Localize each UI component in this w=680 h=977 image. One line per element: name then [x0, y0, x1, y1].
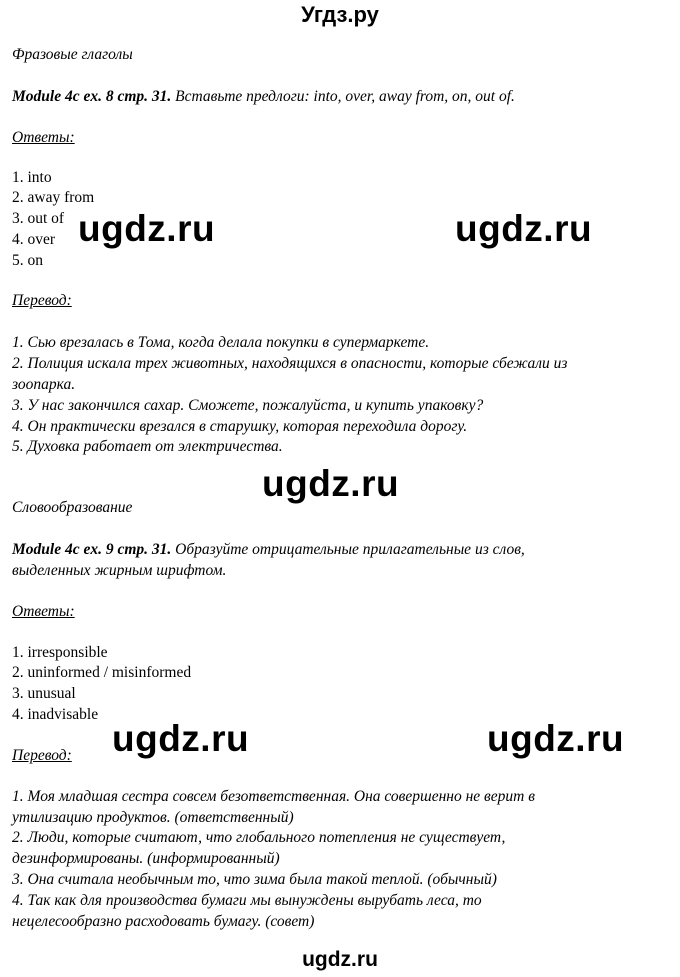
task-8-line: [12, 86, 515, 107]
translation-label-2: Перевод:: [12, 747, 72, 764]
translation-line: 4. Так как для производства бумаги мы вынуждены вырубать леса, то: [12, 892, 482, 909]
task-8-ref: Module 4c ex. 8 стр. 31.: [12, 88, 172, 105]
translation-line: 2. Полиция искала трех животных, находящихся в опасности, которые сбежали из: [12, 355, 568, 372]
translation-line: 4. Он практически врезался в старушку, которая переходила дорогу.: [12, 418, 468, 435]
translation-line: дезинформированы. (информированный): [12, 850, 280, 867]
watermark: ugdz.ru: [262, 463, 400, 504]
answers-label-2: Ответы:: [12, 603, 75, 620]
answer-item: 1. into: [12, 169, 52, 186]
translation-line: зоопарка.: [12, 376, 76, 393]
answer-item: 5. on: [12, 252, 43, 269]
answer-item: 1. irresponsible: [12, 644, 108, 661]
translation-line: 3. Она считала необычным то, что зима была такой теплой. (обычный): [12, 871, 497, 888]
watermark: ugdz.ru: [487, 718, 625, 759]
translation-line: 1. Моя младшая сестра совсем безответственная. Она совершенно не верит в: [12, 788, 535, 805]
watermark: ugdz.ru: [455, 208, 593, 249]
translation-line: 3. У нас закончился сахар. Сможете, пожалуйста, и купить упаковку?: [12, 397, 484, 414]
answer-item: 4. over: [12, 231, 56, 248]
translation-line: нецелесообразно расходовать бумагу. (совет): [12, 913, 315, 930]
section-title-word-formation: Словообразование: [12, 499, 133, 516]
answer-item: 2. uninformed / misinformed: [12, 664, 192, 681]
answer-item: 2. away from: [12, 189, 95, 206]
translation-line: 5. Духовка работает от электричества.: [12, 438, 283, 455]
watermark: ugdz.ru: [112, 718, 250, 759]
site-header: Угдз.ру: [301, 2, 379, 27]
translation-line: 2. Люди, которые считают, что глобального потепления не существует,: [12, 829, 506, 846]
translation-line: утилизацию продуктов. (ответственный): [12, 809, 294, 826]
task-8-text: Вставьте предлоги: into, over, away from, on, out of.: [171, 88, 515, 105]
task-9-line-1: [12, 539, 525, 560]
site-footer: ugdz.ru: [302, 948, 378, 971]
watermark: ugdz.ru: [78, 208, 216, 249]
translation-line: 1. Сью врезалась в Тома, когда делала покупки в супермаркете.: [12, 334, 430, 351]
task-9-ref: Module 4c ex. 9 стр. 31.: [12, 541, 172, 558]
answer-item: 4. inadvisable: [12, 706, 99, 723]
answer-item: 3. unusual: [12, 685, 76, 702]
task-9-text-2: выделенных жирным шрифтом.: [12, 562, 227, 579]
task-9-text-1: Образуйте отрицательные прилагательные из слов,: [171, 541, 525, 558]
answers-label-1: Ответы:: [12, 129, 75, 146]
answer-item: 3. out of: [12, 210, 65, 227]
translation-label-1: Перевод:: [12, 292, 72, 309]
section-title-phrasal-verbs: Фразовые глаголы: [12, 46, 133, 63]
